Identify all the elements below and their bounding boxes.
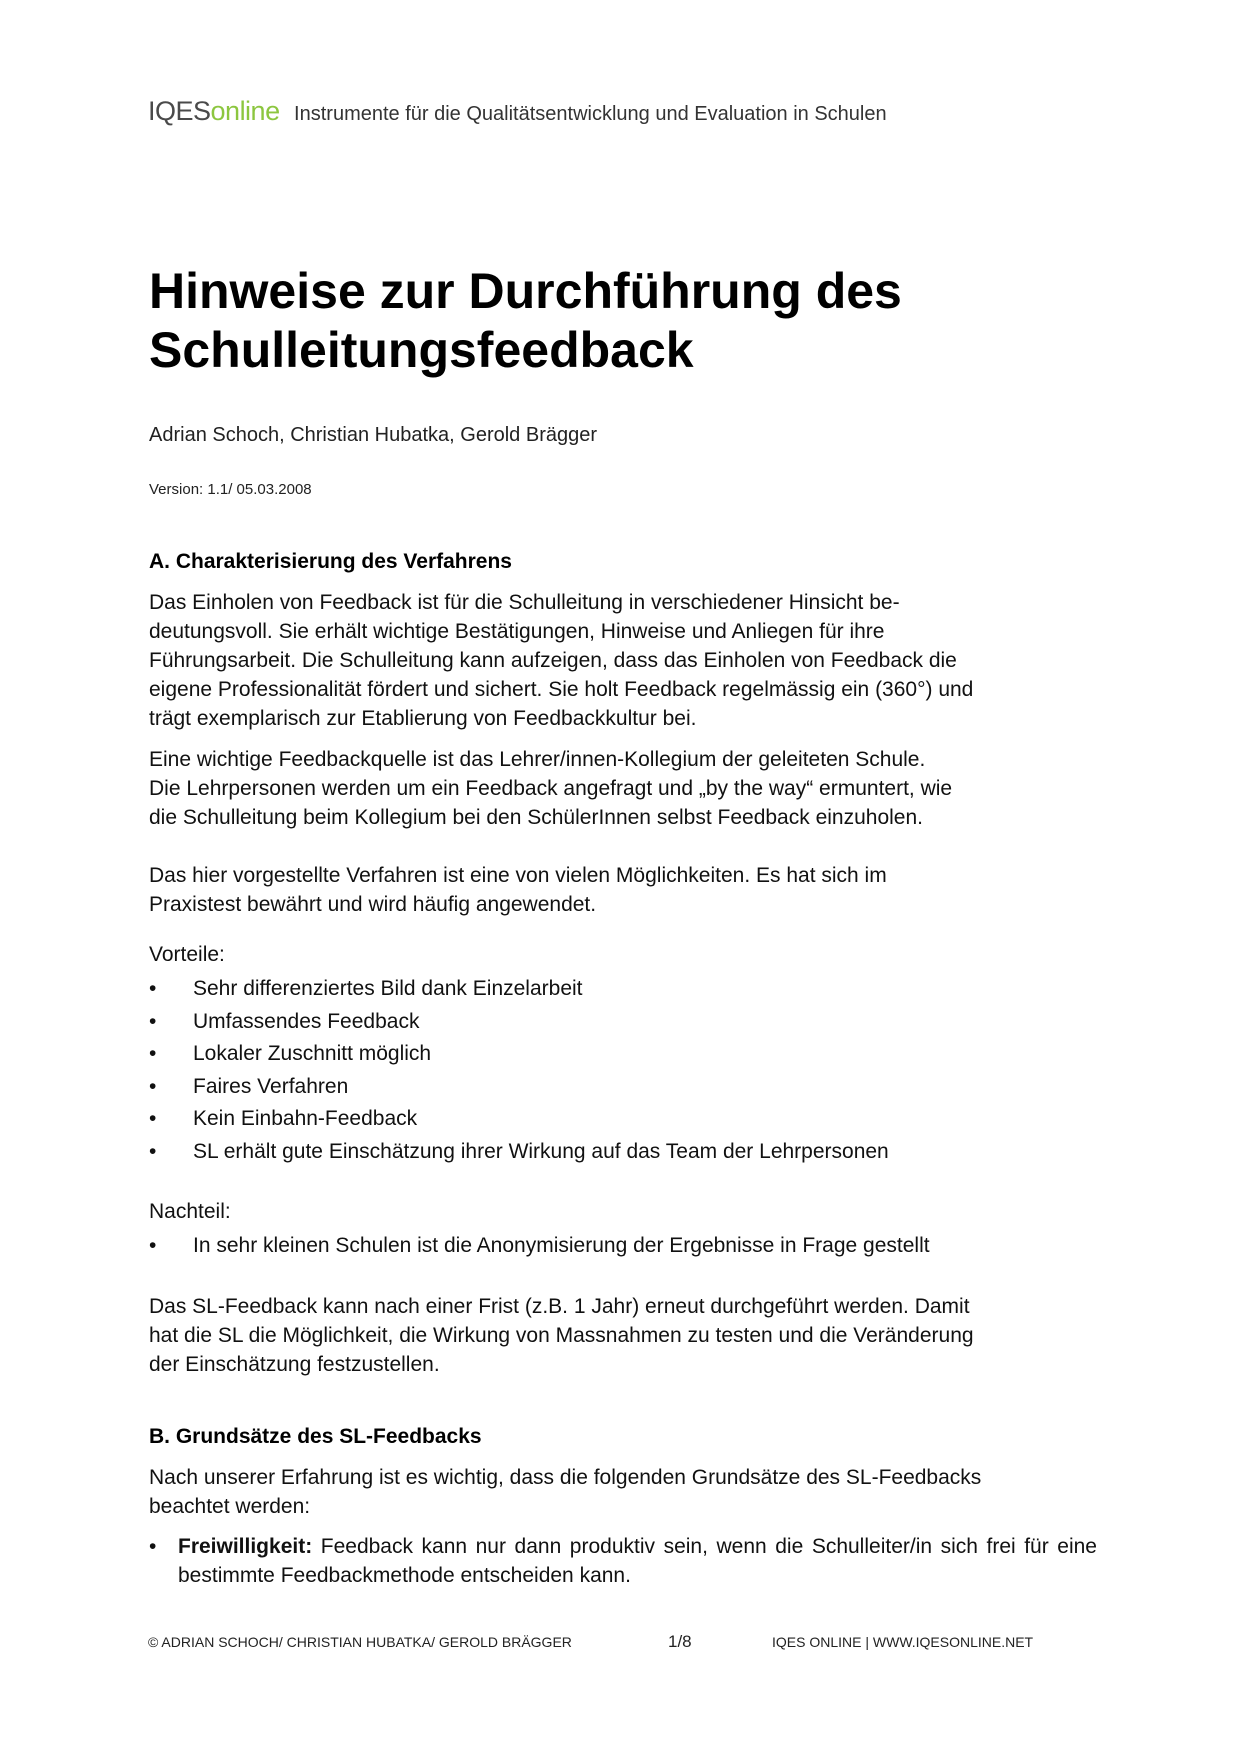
disadvantage-label: Nachteil: [149, 1200, 231, 1223]
list-item [149, 1136, 1097, 1169]
principle-item [149, 1532, 1097, 1590]
text-line: Das hier vorgestellte Verfahren ist eine von vielen Möglichkeiten. Es hat sich im [149, 864, 887, 887]
disadvantages-list [149, 1230, 1097, 1263]
text-line: deutungsvoll. Sie erhält wichtige Bestätigungen, Hinweise und Anliegen für ihre [149, 620, 885, 643]
list-item [149, 1006, 1097, 1039]
bullet-icon: • [149, 1074, 157, 1098]
text-line: Eine wichtige Feedbackquelle ist das Lehrer/innen-Kollegium der geleiteten Schule. [149, 748, 926, 771]
footer-website: IQES ONLINE | WWW.IQESONLINE.NET [772, 1634, 1034, 1650]
section-a-paragraph-4 [149, 1292, 1097, 1379]
document-body [149, 262, 1097, 1590]
list-item-text: In sehr kleinen Schulen ist die Anonymisierung der Ergebnisse in Frage gestellt [193, 1234, 930, 1257]
text-line: die Schulleitung beim Kollegium bei den SchülerInnen selbst Feedback einzuholen. [149, 806, 923, 829]
bullet-icon: • [149, 1042, 157, 1065]
text-line: Praxistest bewährt und wird häufig angewendet. [149, 893, 597, 916]
authors: Adrian Schoch, Christian Hubatka, Gerold Brägger [149, 424, 598, 446]
bullet-icon: • [149, 977, 157, 1000]
title-line-1: Hinweise zur Durchführung des [149, 263, 902, 319]
list-item [149, 1103, 1097, 1136]
list-item-text: Umfassendes Feedback [193, 1009, 420, 1033]
text-line: trägt exemplarisch zur Etablierung von Feedbackkultur bei. [149, 707, 697, 730]
section-a-paragraph-1 [149, 588, 1097, 733]
version-info: Version: 1.1/ 05.03.2008 [149, 481, 312, 498]
page-footer [148, 1633, 1068, 1653]
text-line: beachtet werden: [149, 1494, 311, 1518]
list-item [149, 973, 1097, 1006]
page-header [148, 96, 887, 127]
text-line: der Einschätzung festzustellen. [149, 1352, 440, 1376]
list-item-text: SL erhält gute Einschätzung ihrer Wirkung auf das Team der Lehrpersonen [193, 1139, 889, 1163]
list-item [149, 1071, 1097, 1104]
text-line: Das Einholen von Feedback ist für die Schulleitung in verschiedener Hinsicht be- [149, 591, 900, 614]
bullet-icon: • [149, 1139, 157, 1163]
text-line: Führungsarbeit. Die Schulleitung kann aufzeigen, dass das Einholen von Feedback die [149, 649, 957, 672]
principle-term: Freiwilligkeit: [178, 1534, 313, 1558]
title-line-2: Schulleitungsfeedback [149, 322, 694, 378]
advantages-label: Vorteile: [149, 943, 225, 966]
list-item-text: Kein Einbahn-Feedback [193, 1107, 418, 1130]
header-tagline: Instrumente für die Qualitätsentwicklung und Evaluation in Schulen [294, 103, 887, 125]
principle-text: Feedback kann nur dann produktiv sein, wenn die Schulleiter/in sich frei für eine bestimmte Feedbackmethode entscheiden kann. [178, 1534, 1097, 1587]
text-line: hat die SL die Möglichkeit, die Wirkung von Massnahmen zu testen und die Veränderung [149, 1323, 974, 1347]
list-item [149, 1230, 1097, 1263]
logo-online: online [210, 96, 280, 126]
text-line: Nach unserer Erfahrung ist es wichtig, dass die folgenden Grundsätze des SL-Feedbacks [149, 1465, 982, 1489]
section-b-intro [149, 1463, 1097, 1521]
text-line: Das SL-Feedback kann nach einer Frist (z.B. 1 Jahr) erneut durchgeführt werden. Damit [149, 1294, 970, 1318]
footer-copyright: © ADRIAN SCHOCH/ CHRISTIAN HUBATKA/ GEROLD BRÄGGER [148, 1634, 572, 1650]
text-line: eigene Professionalität fördert und sichert. Sie holt Feedback regelmässig ein (360°) und [149, 678, 974, 701]
section-a-paragraph-2 [149, 745, 1097, 832]
list-item-text: Faires Verfahren [193, 1074, 349, 1098]
section-a-heading: A. Charakterisierung des Verfahrens [149, 550, 512, 573]
bullet-icon: • [149, 1534, 157, 1558]
bullet-icon: • [149, 1234, 157, 1257]
list-item-text: Sehr differenziertes Bild dank Einzelarbeit [193, 977, 583, 1000]
bullet-icon: • [149, 1009, 157, 1033]
advantages-list [149, 973, 1097, 1168]
document-title [149, 262, 1097, 380]
section-b-heading: B. Grundsätze des SL-Feedbacks [149, 1424, 482, 1448]
list-item [149, 1038, 1097, 1071]
list-item-text: Lokaler Zuschnitt möglich [193, 1042, 432, 1065]
page-number: 1/8 [668, 1632, 692, 1651]
bullet-icon: • [149, 1107, 157, 1130]
text-line: Die Lehrpersonen werden um ein Feedback angefragt und „by the way“ ermuntert, wie [149, 777, 953, 800]
section-a-paragraph-3 [149, 861, 1097, 919]
logo-iqes: IQES [148, 96, 211, 126]
